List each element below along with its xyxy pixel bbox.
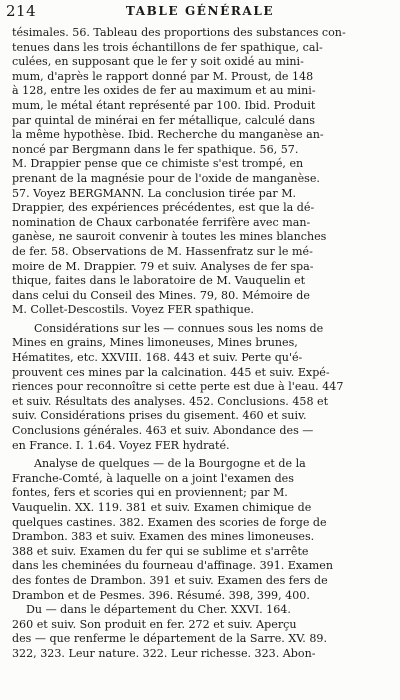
text-line: M. Drappier pense que ce chimiste s'est trompé, en <box>12 157 304 171</box>
entry-start-line: Considérations sur les — connues sous les noms de <box>34 321 324 335</box>
text-line: dans celui du Conseil des Mines. 79, 80. Mémoire de <box>12 288 310 302</box>
text-line: 260 et suiv. Son produit en fer. 272 et suiv. Aperçu <box>12 617 297 631</box>
entry-start-line: Du — dans le département du Cher. XXVI. 164. <box>26 603 291 617</box>
index-text-body <box>12 26 385 662</box>
text-line: dans les cheminées du fourneau d'affinage. 391. Examen <box>12 559 333 573</box>
text-line: culées, en supposant que le fer y soit oxidé au mini- <box>12 55 304 69</box>
text-line: tésimales. 56. Tableau des proportions des substances con- <box>12 26 346 39</box>
text-line: 322, 323. Leur nature. 322. Leur richesse. 323. Abon- <box>12 646 316 660</box>
text-line: à 128, entre les oxides de fer au maximum et au mini- <box>12 84 316 98</box>
text-line: Drambon. 383 et suiv. Examen des mines limoneuses. <box>12 530 315 544</box>
text-line: moire de M. Drappier. 79 et suiv. Analyses de fer spa- <box>12 259 314 273</box>
text-line: quelques castines. 382. Examen des scories de forge de <box>12 515 327 529</box>
text-line: Drambon et de Pesmes. 396. Résumé. 398, 399, 400. <box>12 588 310 602</box>
text-line: 388 et suiv. Examen du fer qui se sublime et s'arrête <box>12 544 309 558</box>
text-line: noncé par Bergmann dans le fer spathique. 56, 57. <box>12 142 299 156</box>
text-line: en France. I. 1.64. Voyez FER hydraté. <box>12 438 230 452</box>
text-line: mum, le métal étant représenté par 100. Ibid. Produit <box>12 98 316 112</box>
page-header <box>6 2 394 22</box>
text-line: et suiv. Résultats des analyses. 452. Conclusions. 458 et <box>12 394 329 408</box>
text-line: fontes, fers et scories qui en proviennent; par M. <box>12 486 288 500</box>
text-line: mum, d'après le rapport donné par M. Proust, de 148 <box>12 69 314 83</box>
text-line: prouvent ces mines par la calcination. 445 et suiv. Expé- <box>12 365 330 379</box>
text-line: la même hypothèse. Ibid. Recherche du manganèse an- <box>12 128 324 142</box>
text-line: M. Collet-Descostils. Voyez FER spathique. <box>12 303 254 317</box>
running-title: TABLE GÉNÉRALE <box>125 4 275 18</box>
text-line: thique, faites dans le laboratoire de M. Vauquelin et <box>12 274 306 288</box>
text-line: Mines en grains, Mines limoneuses, Mines brunes, <box>12 336 298 350</box>
text-line: suiv. Considérations prises du gisement. 460 et suiv. <box>12 409 307 423</box>
text-line: Conclusions générales. 463 et suiv. Abondance des — <box>12 424 314 438</box>
text-line: des — que renferme le département de la Sarre. XV. 89. <box>12 632 327 646</box>
page-number: 214 <box>6 2 37 20</box>
text-line: Franche-Comté, à laquelle on a joint l'examen des <box>12 471 294 485</box>
text-line: Hématites, etc. XXVIII. 168. 443 et suiv. Perte qu'é- <box>12 351 303 365</box>
text-line: prenant de la magnésie pour de l'oxide de manganèse. <box>12 171 320 185</box>
text-line: Vauquelin. XX. 119. 381 et suiv. Examen chimique de <box>12 501 312 514</box>
text-line: tenues dans les trois échantillons de fer spathique, cal- <box>12 40 323 54</box>
text-line: 57. Voyez BERGMANN. La conclusion tirée par M. <box>12 186 297 200</box>
text-line: de fer. 58. Observations de M. Hassenfratz sur le mé- <box>12 244 313 258</box>
text-line: nomination de Chaux carbonatée ferrifère avec man- <box>12 215 311 229</box>
text-line: riences pour reconnoître si cette perte est due à l'eau. 447 <box>12 380 344 394</box>
entry-start-line: Analyse de quelques — de la Bourgogne et de la <box>34 457 306 471</box>
text-line: des fontes de Drambon. 391 et suiv. Examen des fers de <box>12 573 328 587</box>
text-line: ganèse, ne sauroit convenir à toutes les mines blanches <box>12 230 327 244</box>
text-line: par quintal de minérai en fer métallique, calculé dans <box>12 113 315 127</box>
text-line: Drappier, des expériences précédentes, est que la dé- <box>12 201 315 215</box>
